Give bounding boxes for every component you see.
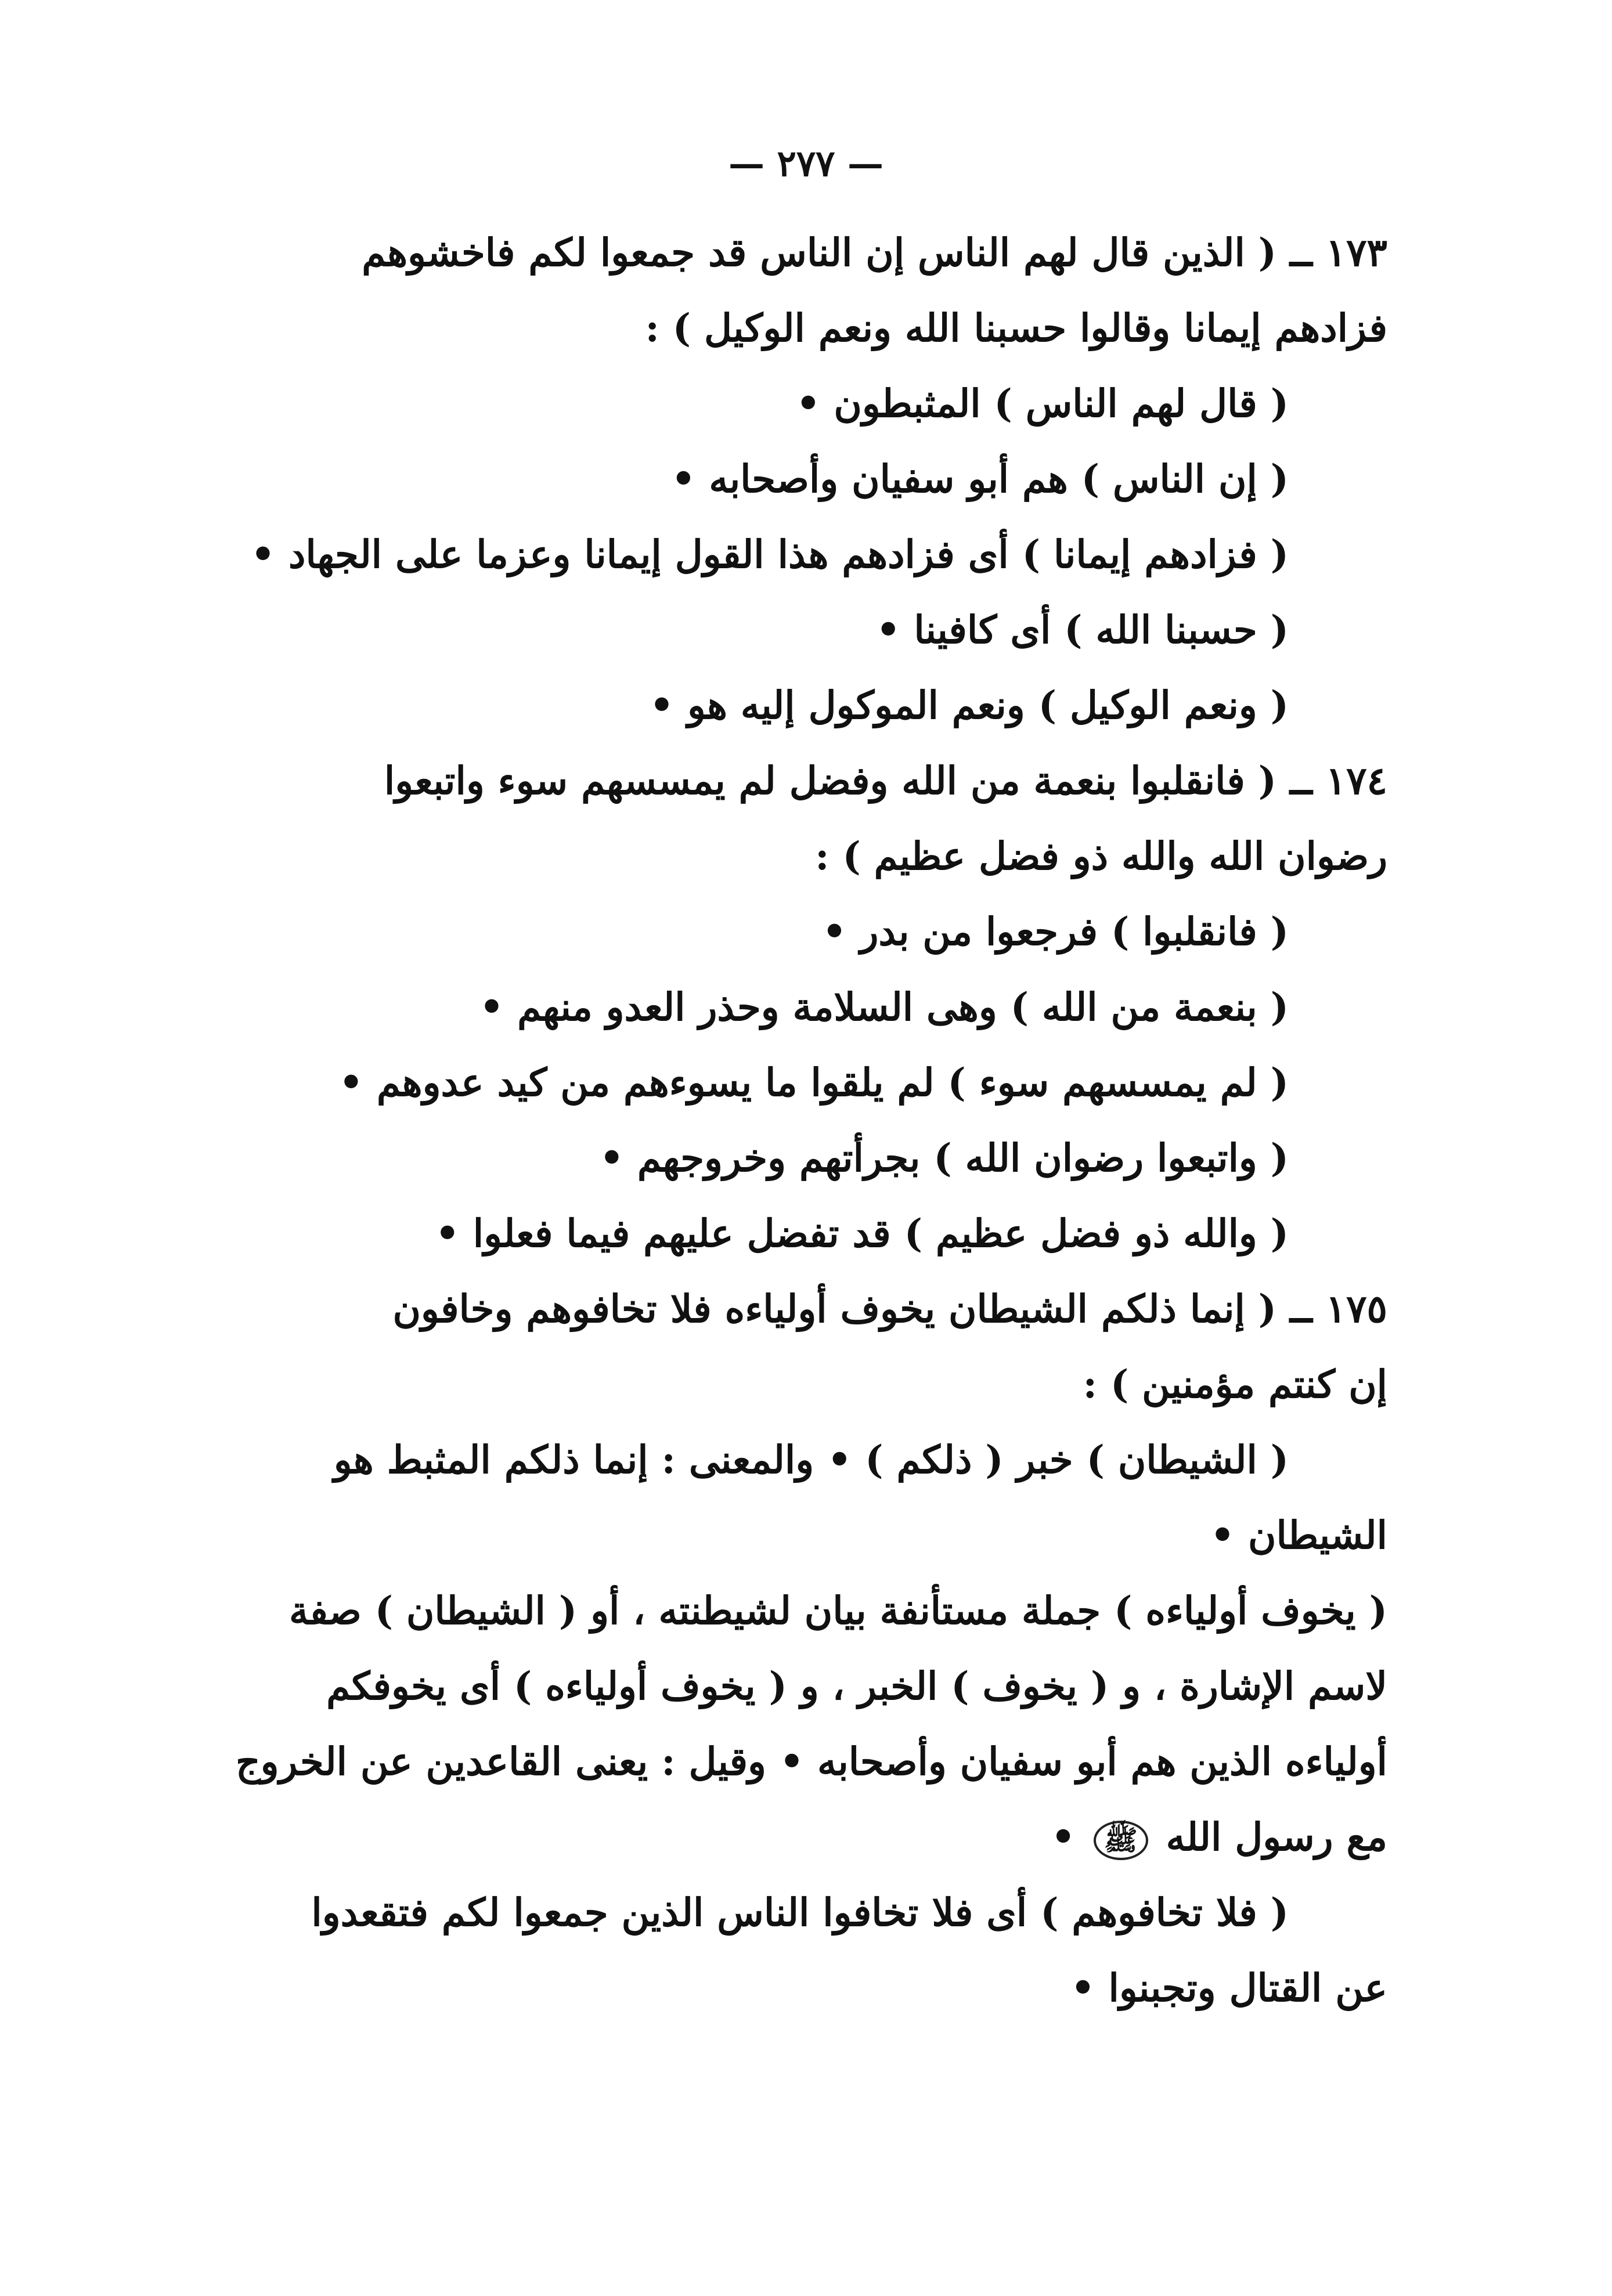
gloss-tail: •: [1051, 1814, 1076, 1860]
gloss-line: ( بنعمة من الله ) وهى السلامة وحذر العدو منهم •: [479, 984, 1289, 1030]
gloss-line: ( يخوف أولياءه ) جملة مستأنفة بيان لشيطنته ، أو ( الشيطان ) صفة: [288, 1588, 1387, 1633]
gloss-line: أولياءه الذين هم أبو سفيان وأصحابه • وقيل : يعنى القاعدين عن الخروج: [236, 1739, 1387, 1784]
verse-174-line-2: رضوان الله والله ذو فضل عظيم ) :: [815, 833, 1387, 879]
gloss-text: مع رسول الله: [1166, 1814, 1387, 1860]
verse-175-line-1: ١٧٥ ــ ( إنما ذلكم الشيطان يخوف أولياءه فلا تخافوهم وخافون: [392, 1286, 1387, 1331]
verse-173-line-2: فزادهم إيمانا وقالوا حسبنا الله ونعم الوكيل ) :: [645, 305, 1387, 351]
verse-173-line-1: ١٧٣ ــ ( الذين قال لهم الناس إن الناس قد جمعوا لكم فاخشوهم: [362, 230, 1387, 275]
body-text: [236, 215, 1387, 2026]
gloss-line: عن القتال وتجبنوا •: [1070, 1965, 1387, 2010]
verse-175-line-2: إن كنتم مؤمنين ) :: [1083, 1362, 1387, 1407]
gloss-line: ( فانقلبوا ) فرجعوا من بدر •: [822, 909, 1289, 954]
gloss-line: ( فلا تخافوهم ) أى فلا تخافوا الناس الذين جمعوا لكم فتقعدوا: [311, 1890, 1289, 1935]
page-number: — ٢٧٧ —: [728, 142, 884, 185]
gloss-line: ( والله ذو فضل عظيم ) قد تفضل عليهم فيما فعلوا •: [435, 1211, 1289, 1256]
gloss-line: ( إن الناس ) هم أبو سفيان وأصحابه •: [671, 456, 1289, 501]
gloss-line: لاسم الإشارة ، و ( يخوف ) الخبر ، و ( يخوف أولياءه ) أى يخوفكم: [326, 1663, 1387, 1709]
gloss-line: ( فزادهم إيمانا ) أى فزادهم هذا القول إيمانا وعزما على الجهاد •: [250, 532, 1289, 577]
gloss-line: ( واتبعوا رضوان الله ) بجرأتهم وخروجهم •: [599, 1135, 1289, 1181]
gloss-line: ( ونعم الوكيل ) ونعم الموكول إليه هو •: [649, 683, 1289, 728]
verse-174-line-1: ١٧٤ ــ ( فانقلبوا بنعمة من الله وفضل لم يمسسهم سوء واتبعوا: [384, 758, 1387, 803]
gloss-line: ( الشيطان ) خبر ( ذلكم ) • والمعنى : إنما ذلكم المثبط هو: [333, 1437, 1289, 1482]
gloss-line: ( حسبنا الله ) أى كافينا •: [876, 607, 1289, 652]
honorific-seal-icon: ﷺ: [1094, 1821, 1148, 1860]
gloss-line: الشيطان •: [1210, 1512, 1387, 1558]
gloss-line: ( لم يمسسهم سوء ) لم يلقوا ما يسوءهم من كيد عدوهم •: [338, 1060, 1289, 1105]
gloss-line: ( قال لهم الناس ) المثبطون •: [796, 381, 1289, 426]
gloss-line-honorific: [273, 1799, 1387, 1875]
